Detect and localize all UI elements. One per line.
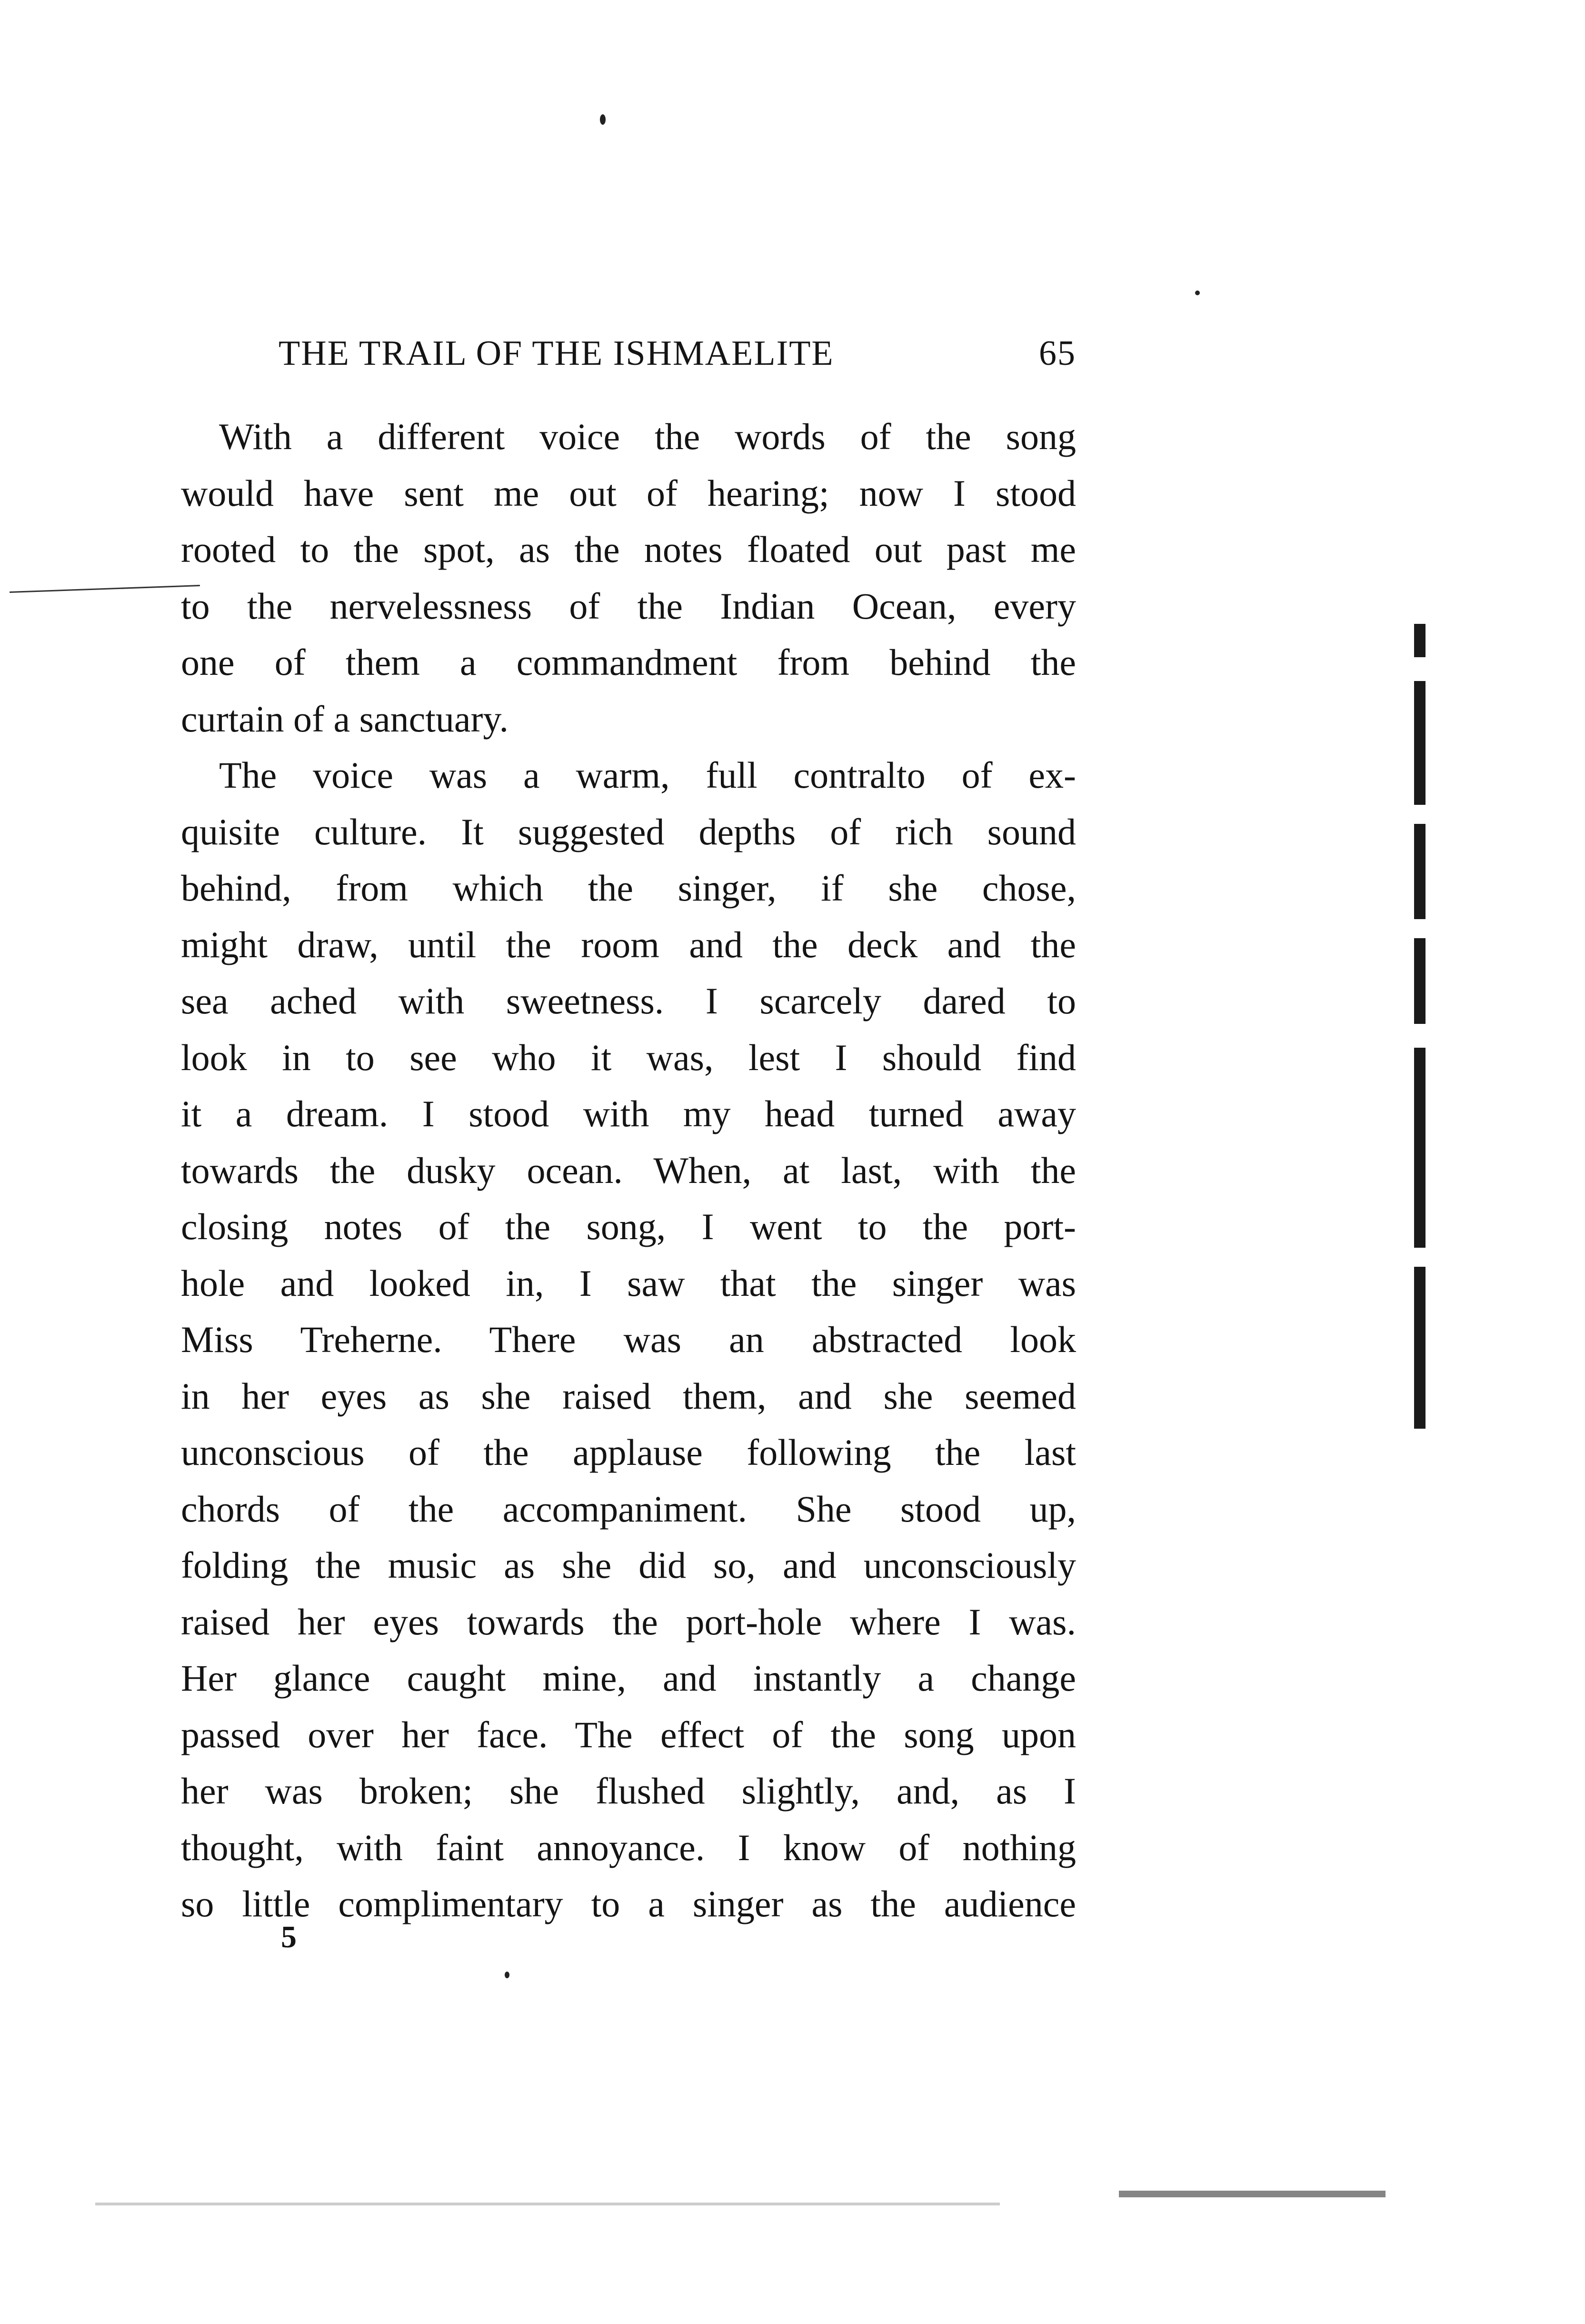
text-line: With a different voice the words of the song xyxy=(219,416,1076,457)
text-line: The voice was a warm, full contralto of ex- xyxy=(219,754,1076,796)
scan-edge-artifact xyxy=(1409,595,1433,1405)
text-line: to the nervelessness of the Indian Ocean, every xyxy=(181,585,1076,627)
signature-mark: 5 xyxy=(281,1920,297,1954)
text-line: her was broken; she flushed slightly, and, as I xyxy=(181,1770,1076,1812)
text-line: sea ached with sweetness. I scarcely dared to xyxy=(181,980,1076,1022)
text-line: curtain of a sanctuary. xyxy=(181,698,508,740)
text-line: quisite culture. It suggested depths of rich sound xyxy=(181,811,1076,852)
text-line: towards the dusky ocean. When, at last, with the xyxy=(181,1149,1076,1191)
text-line: Miss Treherne. There was an abstracted look xyxy=(181,1319,1076,1360)
text-line: so little complimentary to a singer as the audience xyxy=(181,1883,1076,1924)
text-line: rooted to the spot, as the notes floated out past me xyxy=(181,529,1076,570)
text-line: Her glance caught mine, and instantly a change xyxy=(181,1657,1076,1699)
text-line: chords of the accompaniment. She stood up, xyxy=(181,1488,1076,1530)
page-number: 65 xyxy=(1039,334,1076,373)
text-line: it a dream. I stood with my head turned away xyxy=(181,1093,1076,1134)
body-text xyxy=(181,409,1076,1933)
running-title: THE TRAIL OF THE ISHMAELITE xyxy=(279,334,834,373)
text-line: raised her eyes towards the port-hole where I was. xyxy=(181,1601,1076,1643)
text-line: hole and looked in, I saw that the singer was xyxy=(181,1262,1076,1304)
scan-speck xyxy=(505,1972,509,1978)
text-line: one of them a commandment from behind the xyxy=(181,641,1076,683)
running-header xyxy=(240,333,1076,386)
scan-speck xyxy=(1195,290,1200,295)
text-line: passed over her face. The effect of the song upon xyxy=(181,1713,1076,1755)
text-line: thought, with faint annoyance. I know of nothing xyxy=(181,1826,1076,1868)
scan-edge-artifact xyxy=(95,2203,1000,2205)
text-line: folding the music as she did so, and unconsciously xyxy=(181,1544,1076,1586)
text-line: behind, from which the singer, if she chose, xyxy=(181,867,1076,909)
scan-edge-artifact xyxy=(1119,2191,1386,2197)
text-line: might draw, until the room and the deck and the xyxy=(181,923,1076,965)
text-line: look in to see who it was, lest I should find xyxy=(181,1036,1076,1078)
text-line: would have sent me out of hearing; now I stood xyxy=(181,472,1076,514)
text-line: unconscious of the applause following the last xyxy=(181,1432,1076,1473)
text-line: closing notes of the song, I went to the port- xyxy=(181,1206,1076,1247)
pencil-stroke xyxy=(10,585,200,593)
text-line: in her eyes as she raised them, and she seemed xyxy=(181,1375,1076,1417)
scan-speck xyxy=(600,114,606,125)
